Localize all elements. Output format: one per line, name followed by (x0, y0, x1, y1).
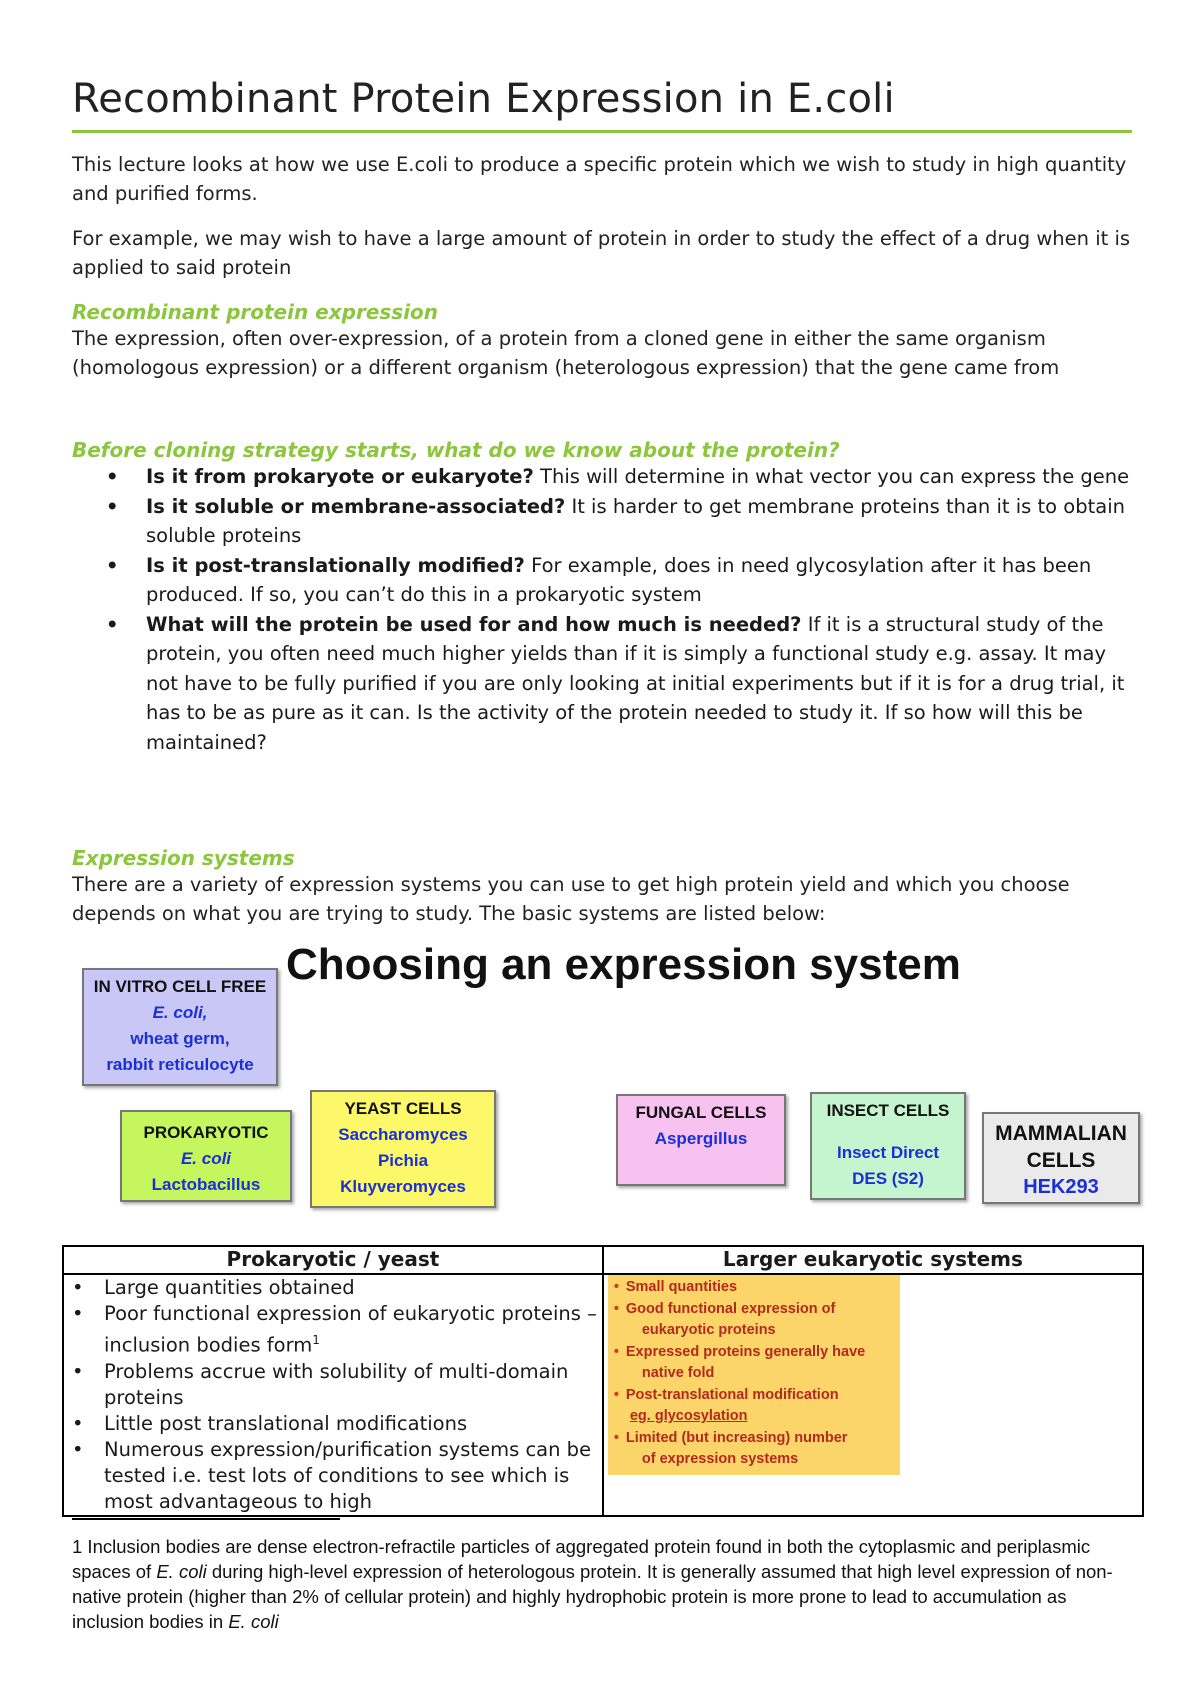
title-underline (72, 130, 1132, 133)
list-item-text: Little post translational modifications (104, 1411, 468, 1435)
list-item (72, 462, 1142, 492)
answer-text: If it is a structural study of the protein, you often need much higher yields than if it is simply a functional study e.g. assay. It may not have to be fully purified if you are only looking at initial experiments but if it is for a drug trial, it has to be as pure as it can. Is the activity of the protein needed to study it. If so how will this be maintained? (146, 612, 1125, 754)
list-item-text: Numerous expression/purification systems can be tested i.e. test lots of conditions to see which is most advantageous to high (104, 1437, 592, 1513)
section-body-recombinant: The expression, often over-expression, of a protein from a cloned gene in either the same organism (homologous expression) or a different organism (heterologous expression) that the gene came from (72, 327, 1060, 379)
bullet-icon: • (72, 1437, 84, 1461)
section-body-expression-systems: There are a variety of expression systems you can use to get high protein yield and which you choose depends on what you are trying to study. The basic systems are listed below: (72, 873, 1070, 925)
comparison-table (62, 1245, 1144, 1517)
box-header: IN VITRO CELL FREE (93, 977, 267, 996)
bullet-icon: • (72, 1302, 84, 1325)
list-item-text: of expression systems (641, 1451, 799, 1467)
infographic-title: Choosing an expression system (286, 940, 961, 989)
mammalian-system-box (982, 1112, 1140, 1204)
box-species: Insect Direct (836, 1143, 940, 1162)
box-species: wheat germ, (130, 1029, 230, 1048)
box-species: HEK293 (1023, 1176, 1099, 1198)
footnote-number: 1 (72, 1536, 83, 1557)
answer-text: This will determine in what vector you can express the gene (533, 465, 1130, 488)
box-species: rabbit reticulocyte (106, 1055, 254, 1074)
list-item-text: Problems accrue with solubility of multi-domain proteins (104, 1359, 569, 1409)
box-species: DES (S2) (852, 1169, 924, 1188)
section-heading-expression-systems: Expression systems (72, 846, 295, 870)
list-item (68, 1437, 598, 1515)
eukaryotic-highlight-box (608, 1275, 900, 1475)
list-item-text: Post-translational modification (625, 1386, 839, 1403)
question-text: Is it soluble or membrane-associated? (146, 494, 566, 518)
box-species: Pichia (377, 1151, 429, 1170)
intro-paragraph-2: For example, we may wish to have a large amount of protein in order to study the effect of a drug when it is applied to said protein (72, 227, 1131, 279)
footnote (72, 1534, 1142, 1634)
box-header: PROKARYOTIC (143, 1123, 269, 1142)
box-header: YEAST CELLS (344, 1099, 462, 1118)
list-item (72, 492, 1142, 551)
box-species: E. coli, (152, 1003, 208, 1022)
list-item (68, 1275, 598, 1301)
box-species: Kluyveromyces (340, 1177, 466, 1196)
intro-paragraph-1: This lecture looks at how we use E.coli to produce a specific protein which we wish to study in high quantity and purified forms. (72, 153, 1127, 205)
list-item (72, 551, 1142, 610)
bullet-icon: • (613, 1279, 619, 1295)
question-text: Is it from prokaryote or eukaryote? (146, 465, 534, 488)
insect-system-box (810, 1092, 966, 1200)
table-cell-prokaryotic (63, 1274, 603, 1516)
bullet-icon: • (613, 1343, 619, 1360)
box-species: Saccharomyces (338, 1125, 468, 1144)
prokaryotic-list (68, 1275, 598, 1515)
invitro-system-box (82, 968, 278, 1086)
list-item-text: Large quantities obtained (104, 1276, 355, 1299)
list-item (614, 1299, 896, 1342)
footnote-text: during high-level expression of heterologous protein. It is generally assumed that high level expression of non-native protein (higher than 2% of cellular protein) and highly hydrophobic protein is more prone to lead to accumulation as inclusion bodies in (72, 1561, 1113, 1632)
list-item (68, 1359, 598, 1411)
list-item-text: Poor functional expression of eukaryotic proteins – inclusion bodies form (104, 1302, 597, 1357)
bullet-icon: • (72, 1411, 84, 1435)
footnote-separator (72, 1518, 340, 1520)
list-item (614, 1342, 896, 1385)
footnote-reference[interactable]: 1 (312, 1333, 320, 1347)
answer-text: It is harder to get membrane proteins than it is to obtain soluble proteins (146, 494, 1125, 547)
list-item (614, 1385, 896, 1428)
footnote-italic: E. coli (228, 1611, 279, 1632)
question-text: Is it post-translationally modified? (146, 553, 525, 577)
page-title: Recombinant Protein Expression in E.coli (72, 76, 895, 122)
box-species: Lactobacillus (151, 1175, 261, 1194)
answer-text: For example, does in need glycosylation after it has been produced. If so, you can’t do this in a prokaryotic system (146, 553, 1092, 606)
list-item-text: Expressed proteins generally have (625, 1343, 866, 1360)
list-item-text: eg. glycosylation (629, 1408, 748, 1424)
bullet-icon: • (72, 1276, 84, 1299)
question-list (72, 462, 1142, 757)
box-header: INSECT CELLS (826, 1101, 950, 1120)
footnote-text: Inclusion bodies are dense electron-refractile particles of aggregated protein found in both the cytoplasmic and periplasmic spaces of (72, 1536, 1091, 1582)
bullet-icon: • (106, 553, 119, 577)
box-species: E. coli (180, 1149, 232, 1168)
question-text: What will the protein be used for and how much is needed? (146, 612, 802, 636)
bullet-icon: • (106, 494, 119, 518)
bullet-icon: • (106, 612, 119, 636)
bullet-icon: • (72, 1359, 84, 1383)
table-header-prokaryotic: Prokaryotic / yeast (63, 1246, 603, 1274)
list-item (68, 1301, 598, 1359)
list-item-text: native fold (641, 1365, 715, 1381)
list-item (614, 1428, 896, 1471)
list-item (72, 610, 1142, 758)
expression-system-infographic (72, 938, 1132, 1216)
list-item-text: Good functional expression of (625, 1300, 836, 1317)
section-heading-before-cloning: Before cloning strategy starts, what do we know about the protein? (72, 438, 840, 462)
section-heading-recombinant: Recombinant protein expression (72, 300, 439, 324)
list-item-text: Limited (but increasing) number (625, 1429, 848, 1446)
box-header: FUNGAL CELLS (635, 1103, 767, 1122)
table-header-eukaryotic: Larger eukaryotic systems (603, 1246, 1143, 1274)
list-item (68, 1411, 598, 1437)
box-header: CELLS (1026, 1149, 1096, 1172)
bullet-icon: • (106, 465, 119, 488)
bullet-icon: • (613, 1300, 619, 1317)
list-item (614, 1277, 896, 1299)
bullet-icon: • (613, 1429, 619, 1446)
box-header: MAMMALIAN (995, 1122, 1127, 1145)
table-cell-eukaryotic (603, 1274, 1143, 1516)
footnote-italic: E. coli (156, 1561, 207, 1582)
box-species: Aspergillus (654, 1129, 748, 1148)
list-item-text: Small quantities (625, 1279, 738, 1295)
list-item-text: eukaryotic proteins (641, 1322, 776, 1338)
yeast-system-box (310, 1090, 496, 1208)
prokaryotic-system-box (120, 1110, 292, 1202)
fungal-system-box (616, 1094, 786, 1186)
bullet-icon: • (613, 1386, 619, 1403)
